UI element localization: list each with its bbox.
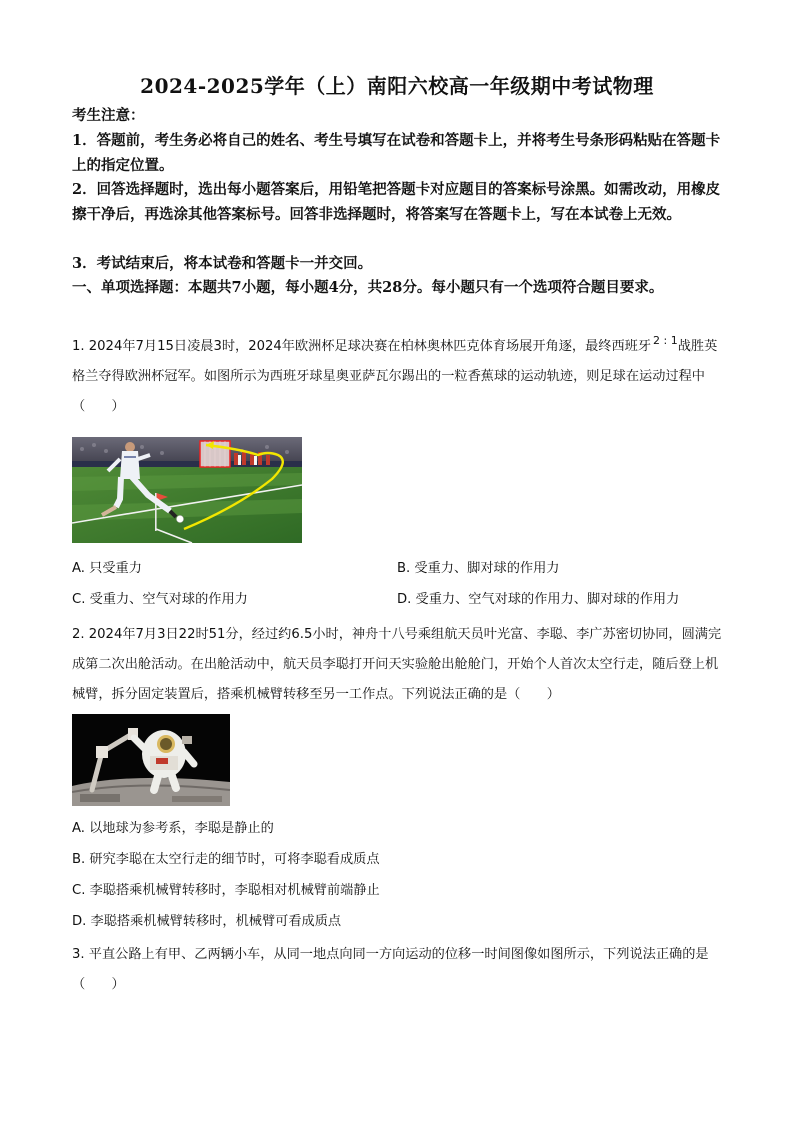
question-2-stem: 2. 2024年7月3日22时51分，经过约6.5小时，神舟十八号乘组航天员叶光富、李聪、李广苏密切协同，圆满完成第二次出舱活动。在出舱活动中，航天员李聪打开问天实验舱出舱舱门，开始个人首次太空行走，随后登上机械臂，拆分固定装置后，搭乘机械臂转移至另一工作点。下列说法正确的是（ ） bbox=[72, 627, 722, 702]
q1-option-b: B. 受重力、脚对球的作用力 bbox=[397, 561, 560, 576]
notice-item-2: 2．回答选择题时，选出每小题答案后，用铅笔把答题卡对应题目的答案标号涂黑。如需改动，用橡皮擦干净后，再选涂其他答案标号。回答非选择题时，将答案写在答题卡上，写在本试卷上无效。 bbox=[72, 181, 721, 223]
q2-option-a: A. 以地球为参考系，李聪是静止的 bbox=[72, 821, 274, 836]
q2-option-b: B. 研究李聪在太空行走的细节时，可将李聪看成质点 bbox=[72, 852, 380, 867]
notice-item-3: 3．考试结束后，将本试卷和答题卡一并交回。 bbox=[72, 255, 373, 272]
score-ratio: 2 : 1 bbox=[653, 334, 678, 347]
q1-option-d: D. 受重力、空气对球的作用力、脚对球的作用力 bbox=[397, 592, 680, 607]
question-1-stem-part-a: 1. 2024年7月15日凌晨3时，2024年欧洲杯足球决赛在柏林奥林匹克体育场展开角逐，最终西班牙 bbox=[72, 339, 652, 354]
q1-option-c: C. 受重力、空气对球的作用力 bbox=[72, 592, 248, 607]
q1-option-a: A. 只受重力 bbox=[72, 561, 142, 576]
page-title: 2024-2025学年（上）南阳六校高一年级期中考试物理 bbox=[140, 74, 654, 98]
section-heading: 一、单项选择题：本题共7小题，每小题4分，共28分。每小题只有一个选项符合题目要求。 bbox=[72, 279, 664, 296]
q2-option-d: D. 李聪搭乘机械臂转移时，机械臂可看成质点 bbox=[72, 914, 342, 929]
astronaut-spacewalk-photo bbox=[72, 714, 230, 806]
soccer-corner-kick-photo bbox=[72, 437, 302, 543]
question-1-stem-part-b: 战胜英格兰夺得欧洲杯冠军。如图所示为西班牙球星奥亚萨瓦尔踢出的一粒香蕉球的运动轨迹，则足球在运动过程中（ ） bbox=[72, 339, 718, 414]
question-1-stem bbox=[72, 332, 724, 422]
notice-item-1: 1．答题前，考生务必将自己的姓名、考生号填写在试卷和答题卡上，并将考生号条形码粘贴在答题卡上的指定位置。 bbox=[72, 132, 721, 174]
notice-heading: 考生注意： bbox=[72, 107, 145, 124]
question-3-stem: 3. 平直公路上有甲、乙两辆小车，从同一地点向同一方向运动的位移一时间图像如图所示，下列说法正确的是（ ） bbox=[72, 947, 709, 992]
q2-option-c: C. 李聪搭乘机械臂转移时，李聪相对机械臂前端静止 bbox=[72, 883, 380, 898]
